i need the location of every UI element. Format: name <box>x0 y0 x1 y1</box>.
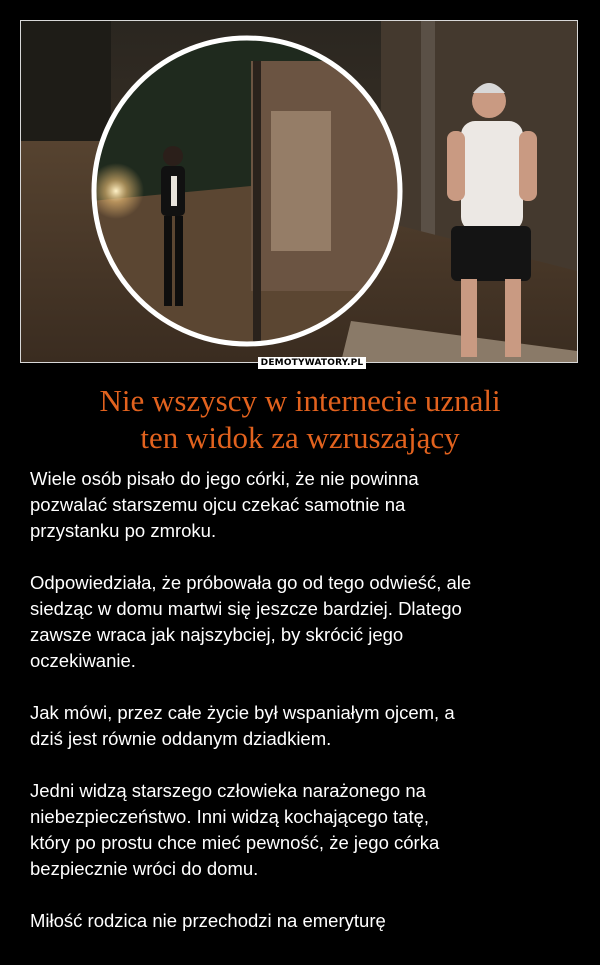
paragraph: Jedni widzą starszego człowieka narażonego na niebezpieczeństwo. Inni widzą kochającego tatę, który po prostu chce mieć pewność, że jego córka bezpiecznie wróci do domu. <box>30 780 440 879</box>
page-title <box>0 382 600 456</box>
title-line: Nie wszyscy w internecie uznali <box>99 383 501 418</box>
title-line: ten widok za wzruszający <box>140 420 460 455</box>
woman-figure <box>163 146 183 166</box>
paragraph: Odpowiedziała, że próbowała go od tego odwieść, ale siedząc w domu martwi się jeszcze bardziej. Dlatego zawsze wraca jak najszybciej, by skrócić jego oczekiwanie. <box>30 572 472 671</box>
paragraph: Jak mówi, przez całe życie był wspaniałym ojcem, a dziś jest równie oddanym dziadkiem. <box>30 702 455 749</box>
demotivator-photo <box>20 20 578 363</box>
watermark-label: DEMOTYWATORY.PL <box>258 357 366 369</box>
paragraph: Miłość rodzica nie przechodzi na emeryturę <box>30 910 386 931</box>
paragraph: Wiele osób pisało do jego córki, że nie powinna pozwalać starszemu ojcu czekać samotnie na przystanku po zmroku. <box>30 468 419 541</box>
night-street-scene <box>21 21 577 362</box>
story-text <box>30 466 575 960</box>
